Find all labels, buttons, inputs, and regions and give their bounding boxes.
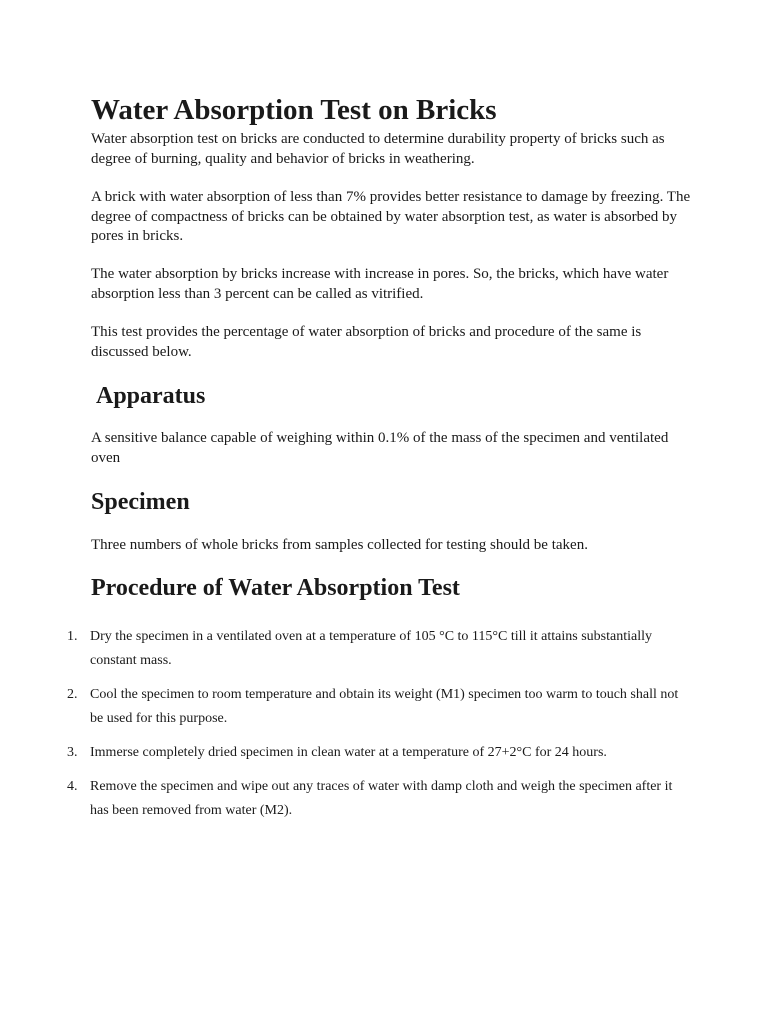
step-number: 4. <box>67 779 78 794</box>
page-title: Water Absorption Test on Bricks <box>91 94 497 126</box>
step-text: Dry the specimen in a ventilated oven at a temperature of 105 °C to 115°C till it attains substantially constant mass. <box>90 629 652 668</box>
step-number: 3. <box>67 745 78 760</box>
procedure-steps-list <box>62 625 682 833</box>
procedure-step <box>62 775 682 823</box>
step-text: Cool the specimen to room temperature and obtain its weight (M1) specimen too warm to touch shall not be used for this purpose. <box>90 687 679 726</box>
procedure-step <box>62 625 682 673</box>
intro-paragraph-4: This test provides the percentage of water absorption of bricks and procedure of the same is discussed below. <box>91 324 642 360</box>
intro-paragraph-3: The water absorption by bricks increase with increase in pores. So, the bricks, which have water absorption less than 3 percent can be called as vitrified. <box>91 266 669 302</box>
apparatus-text: A sensitive balance capable of weighing within 0.1% of the mass of the specimen and ventilated oven <box>91 430 669 466</box>
procedure-step <box>62 683 682 731</box>
specimen-heading: Specimen <box>91 489 190 515</box>
procedure-heading: Procedure of Water Absorption Test <box>91 575 460 601</box>
step-number: 1. <box>67 629 78 644</box>
intro-paragraph-1: Water absorption test on bricks are conducted to determine durability property of bricks such as degree of burning, quality and behavior of bricks in weathering. <box>91 131 665 167</box>
step-text: Remove the specimen and wipe out any traces of water with damp cloth and weigh the specimen after it has been removed from water (M2). <box>90 779 673 818</box>
intro-paragraph-2: A brick with water absorption of less than 7% provides better resistance to damage by freezing. The degree of compactness of bricks can be obtained by water absorption test, as water is absorbed by pores in bricks. <box>91 189 691 244</box>
step-number: 2. <box>67 687 78 702</box>
specimen-text: Three numbers of whole bricks from samples collected for testing should be taken. <box>91 537 588 553</box>
procedure-step <box>62 741 682 765</box>
step-text: Immerse completely dried specimen in clean water at a temperature of 27+2°C for 24 hours. <box>90 745 607 760</box>
apparatus-heading: Apparatus <box>96 383 206 409</box>
